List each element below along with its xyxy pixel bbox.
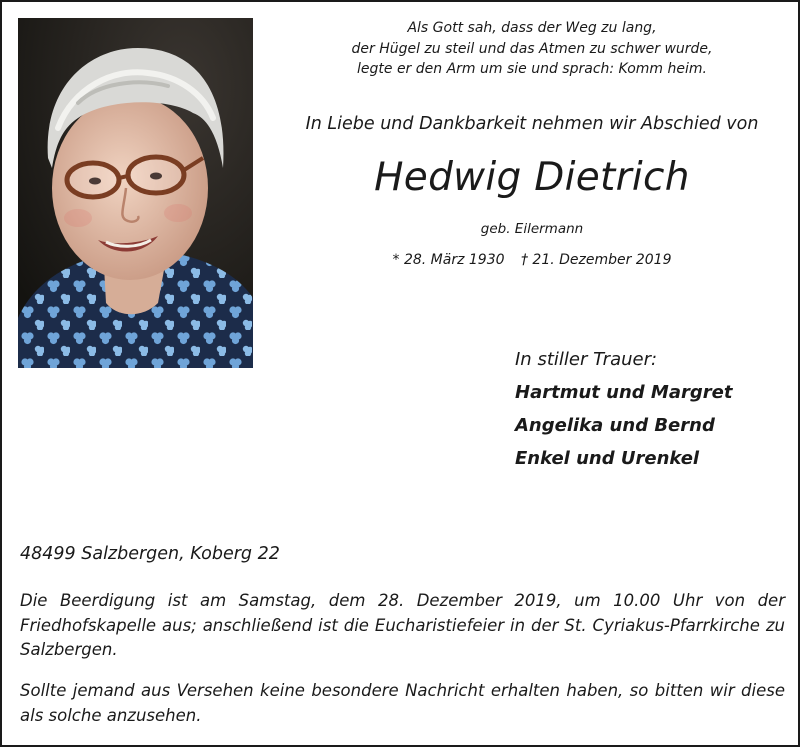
mourner-name: Enkel und Urenkel [515,448,700,469]
mourning-address: 48499 Salzbergen, Koberg 22 [20,544,280,564]
deceased-name: Hedwig Dietrich [374,155,690,200]
verse-line: legte er den Arm um sie und sprach: Komm heim. [357,61,707,77]
portrait-photo [18,18,253,368]
portrait-illustration [18,18,253,368]
death-date: † 21. Dezember 2019 [520,252,672,268]
funeral-details: Die Beerdigung ist am Samstag, dem 28. Dezember 2019, um 10.00 Uhr von der Friedhofskapelle aus; anschließend ist die Eucharistiefeier in der St. Cyriakus-Pfarrkirche zu Salzbergen. [20,591,785,659]
mourners-block [515,349,732,481]
mourner-name: Hartmut und Margret [515,382,733,403]
verse-line: der Hügel zu steil und das Atmen zu schwer wurde, [351,40,713,57]
farewell-line: In Liebe und Dankbarkeit nehmen wir Abschied von [305,114,759,134]
notification-notice: Sollte jemand aus Versehen keine besondere Nachricht erhalten haben, so bitten wir diese als solche anzusehen. [20,681,785,725]
birth-date: * 28. März 1930 [392,252,505,268]
birth-name: geb. Eilermann [480,221,584,237]
mourning-heading: In stiller Trauer: [515,349,658,370]
mourner-name: Angelika und Bernd [515,415,715,436]
memorial-verse [272,18,792,80]
life-dates [272,252,792,268]
verse-line: Als Gott sah, dass der Weg zu lang, [407,20,657,36]
